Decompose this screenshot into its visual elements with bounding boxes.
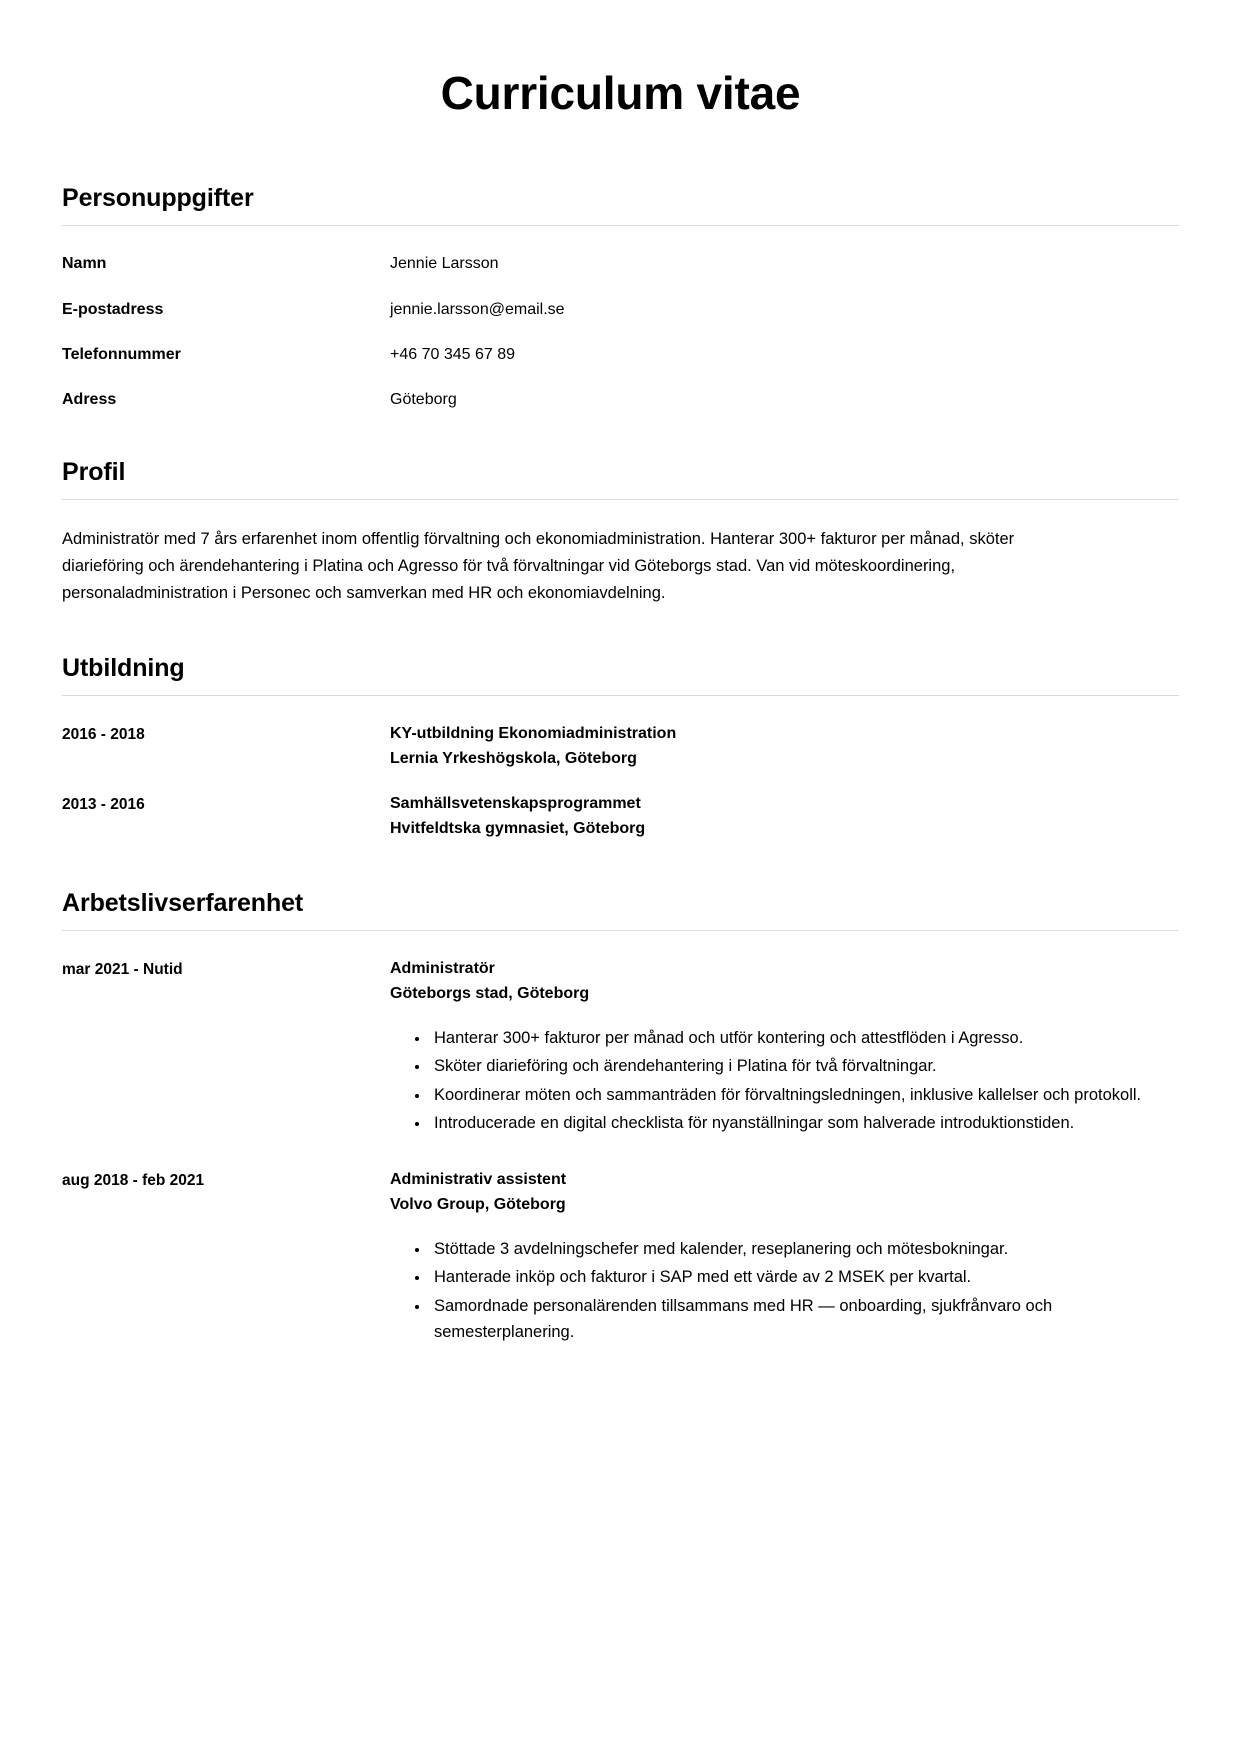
section-heading-education: Utbildning	[62, 653, 185, 682]
experience-date-range: mar 2021 - Nutid	[62, 961, 183, 979]
experience-bullet-list	[390, 1236, 1179, 1346]
experience-date-range: aug 2018 - feb 2021	[62, 1172, 205, 1190]
detail-value-address: Göteborg	[390, 391, 457, 408]
detail-row	[62, 343, 1179, 366]
experience-entry	[62, 957, 1179, 1138]
profile-summary-text: Administratör med 7 års erfarenhet inom offentlig förvaltning och ekonomiadministration. Hanterar 300+ fakturor per månad, sköter diarieföring och ärendehantering i Platina och Agresso för två förvaltningar vid Göteborgs stad. Van vid möteskoordinering, personaladministration i Personec och samverkan med HR och ekonomiavdelning.	[62, 530, 1015, 602]
section-divider	[62, 695, 1179, 696]
detail-label-namn: Namn	[62, 255, 107, 273]
detail-value-phone: +46 70 345 67 89	[390, 345, 516, 363]
education-program-title: KY-utbildning Ekonomiadministration	[390, 724, 677, 742]
education-institution: Lernia Yrkeshögskola, Göteborg	[390, 749, 637, 767]
detail-label-address: Adress	[62, 391, 117, 408]
experience-employer: Göteborgs stad, Göteborg	[390, 985, 590, 1003]
experience-bullet-list	[390, 1025, 1179, 1137]
education-entry	[62, 722, 1179, 772]
detail-row	[62, 388, 1179, 411]
experience-job-title: Administrativ assistent	[390, 1171, 567, 1189]
section-divider	[62, 930, 1179, 931]
detail-value-email: jennie.larsson@email.se	[390, 300, 565, 318]
detail-value-namn: Jennie Larsson	[390, 255, 499, 273]
detail-label-email: E-postadress	[62, 300, 164, 318]
detail-row	[62, 298, 1179, 321]
list-item: • Hanterar 300+ fakturor per månad och utför kontering och attestflöden i Agresso.	[430, 1025, 1179, 1051]
section-personal-details	[62, 183, 1179, 411]
education-entry	[62, 792, 1179, 842]
list-item: • Hanterade inköp och fakturor i SAP med ett värde av 2 MSEK per kvartal.	[430, 1264, 1179, 1290]
education-entry-body	[390, 792, 1179, 842]
detail-label-phone: Telefonnummer	[62, 345, 181, 363]
section-heading-profile: Profil	[62, 458, 126, 487]
list-item: • Stöttade 3 avdelningschefer med kalender, reseplanering och mötesbokningar.	[430, 1236, 1179, 1262]
section-education	[62, 653, 1179, 842]
section-heading-experience: Arbetslivserfarenhet	[62, 889, 304, 918]
experience-entry-body	[390, 957, 1179, 1138]
experience-entry	[62, 1168, 1179, 1347]
education-entry-body	[390, 722, 1179, 772]
experience-employer: Volvo Group, Göteborg	[390, 1196, 566, 1214]
section-profile	[62, 457, 1179, 606]
section-heading-personal: Personuppgifter	[62, 184, 254, 213]
education-program-title: Samhällsvetenskapsprogrammet	[390, 795, 641, 813]
page-title: Curriculum vitae	[440, 67, 801, 119]
education-date-range: 2013 - 2016	[62, 796, 145, 814]
section-divider	[62, 499, 1179, 500]
list-item: • Introducerade en digital checklista för nyanställningar som halverade introduktionstiden.	[430, 1110, 1179, 1136]
education-date-range: 2016 - 2018	[62, 725, 145, 743]
education-institution: Hvitfeldtska gymnasiet, Göteborg	[390, 820, 646, 838]
section-divider	[62, 225, 1179, 226]
list-item: • Samordnade personalärenden tillsammans med HR — onboarding, sjukfrånvaro och semesterplanering.	[430, 1293, 1179, 1346]
experience-entry-body	[390, 1168, 1179, 1347]
list-item: • Sköter diarieföring och ärendehantering i Platina för två förvaltningar.	[430, 1053, 1179, 1079]
section-work-experience	[62, 888, 1179, 1348]
detail-row	[62, 252, 1179, 275]
list-item: • Koordinerar möten och sammanträden för förvaltningsledningen, inklusive kallelser och protokoll.	[430, 1082, 1179, 1108]
experience-job-title: Administratör	[390, 960, 495, 978]
